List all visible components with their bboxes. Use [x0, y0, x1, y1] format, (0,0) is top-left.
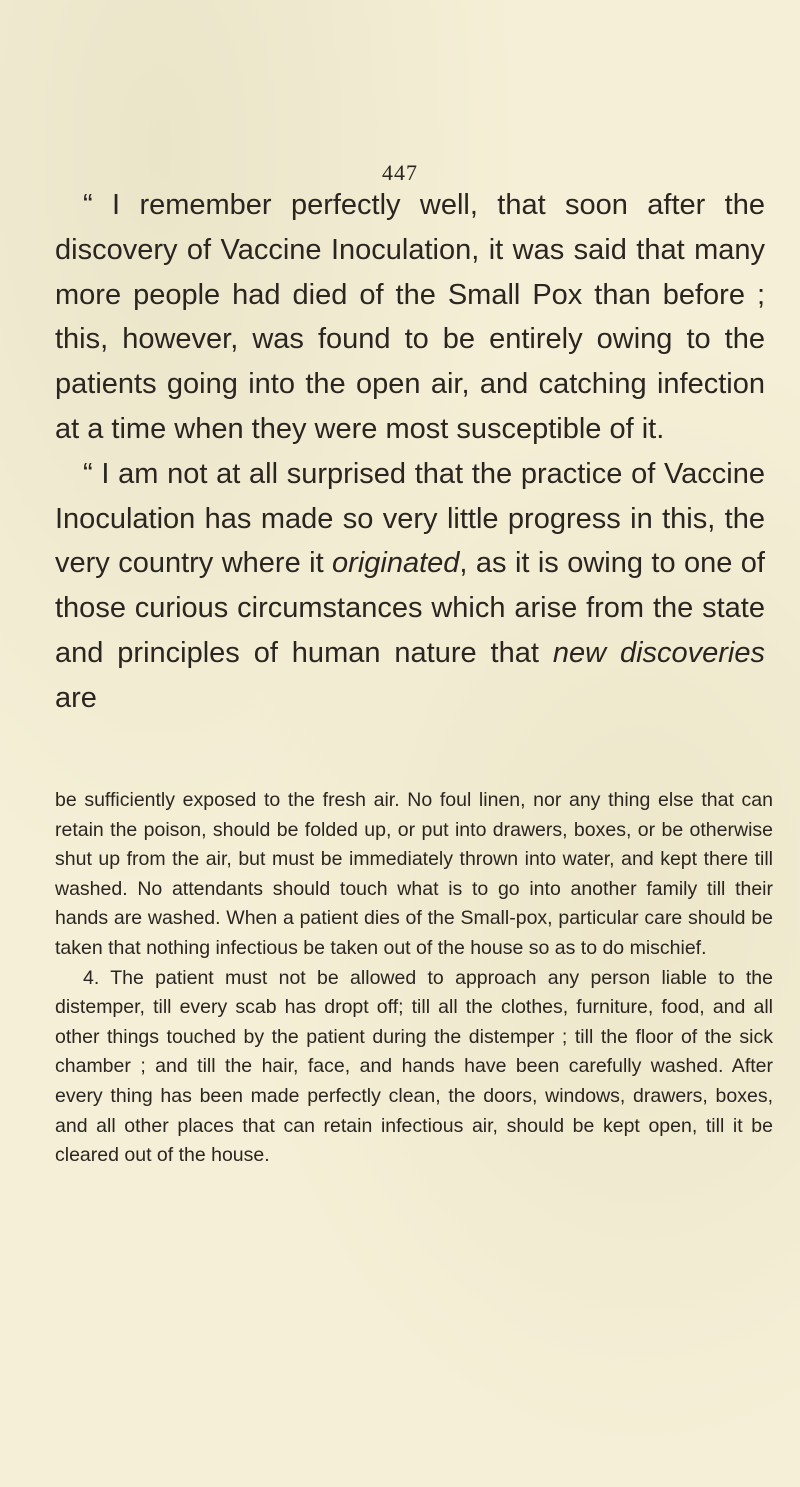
footnote-text — [55, 786, 773, 1171]
main-body-text — [55, 183, 765, 721]
main-paragraph-1: “ I remember perfectly well, that soon after the discovery of Vaccine Inoculation, it was said that many more people had died of the Small Pox than before ; this, however, was found to be entirely owing to the patients going into the open air, and catching infection at a time when they were most susceptible of it. — [55, 189, 765, 445]
main-paragraph-2-part-c: are — [55, 681, 97, 714]
italic-phrase-new-discoveries: new discoveries — [552, 636, 765, 669]
main-paragraph-2-part-b: , as it is owing to one of those curious circumstances which arise from the state and principles of human nature that — [55, 547, 765, 669]
italic-word-originated: originated — [332, 547, 460, 580]
main-paragraph-2-part-a: “ I am not at all surprised that the practice of Vaccine Inoculation has made so very little progress in this, the very country where it — [55, 457, 765, 580]
footnote-paragraph-2: 4. The patient must not be allowed to approach any person liable to the distemper, till every scab has dropt off; till all the clothes, furniture, food, and all other things touched by the patient during the distemper ; till the floor of the sick chamber ; and till the hair, face, and hands have been carefully washed. After every thing has been made perfectly clean, the doors, windows, drawers, boxes, and all other places that can retain infectious air, should be kept open, till it be cleared out of the house. — [55, 966, 773, 1167]
footnote-paragraph-1: be sufficiently exposed to the fresh air. No foul linen, nor any thing else that can retain the poison, should be folded up, or put into drawers, boxes, or be otherwise shut up from the air, but must be immediately thrown into water, and kept there till washed. No attendants should touch what is to go into another family till their hands are washed. When a patient dies of the Small-pox, particular care should be taken that nothing infectious be taken out of the house so as to do mischief. — [55, 789, 773, 959]
main-paragraph-2 — [55, 452, 765, 721]
page-number: 447 — [382, 160, 418, 185]
